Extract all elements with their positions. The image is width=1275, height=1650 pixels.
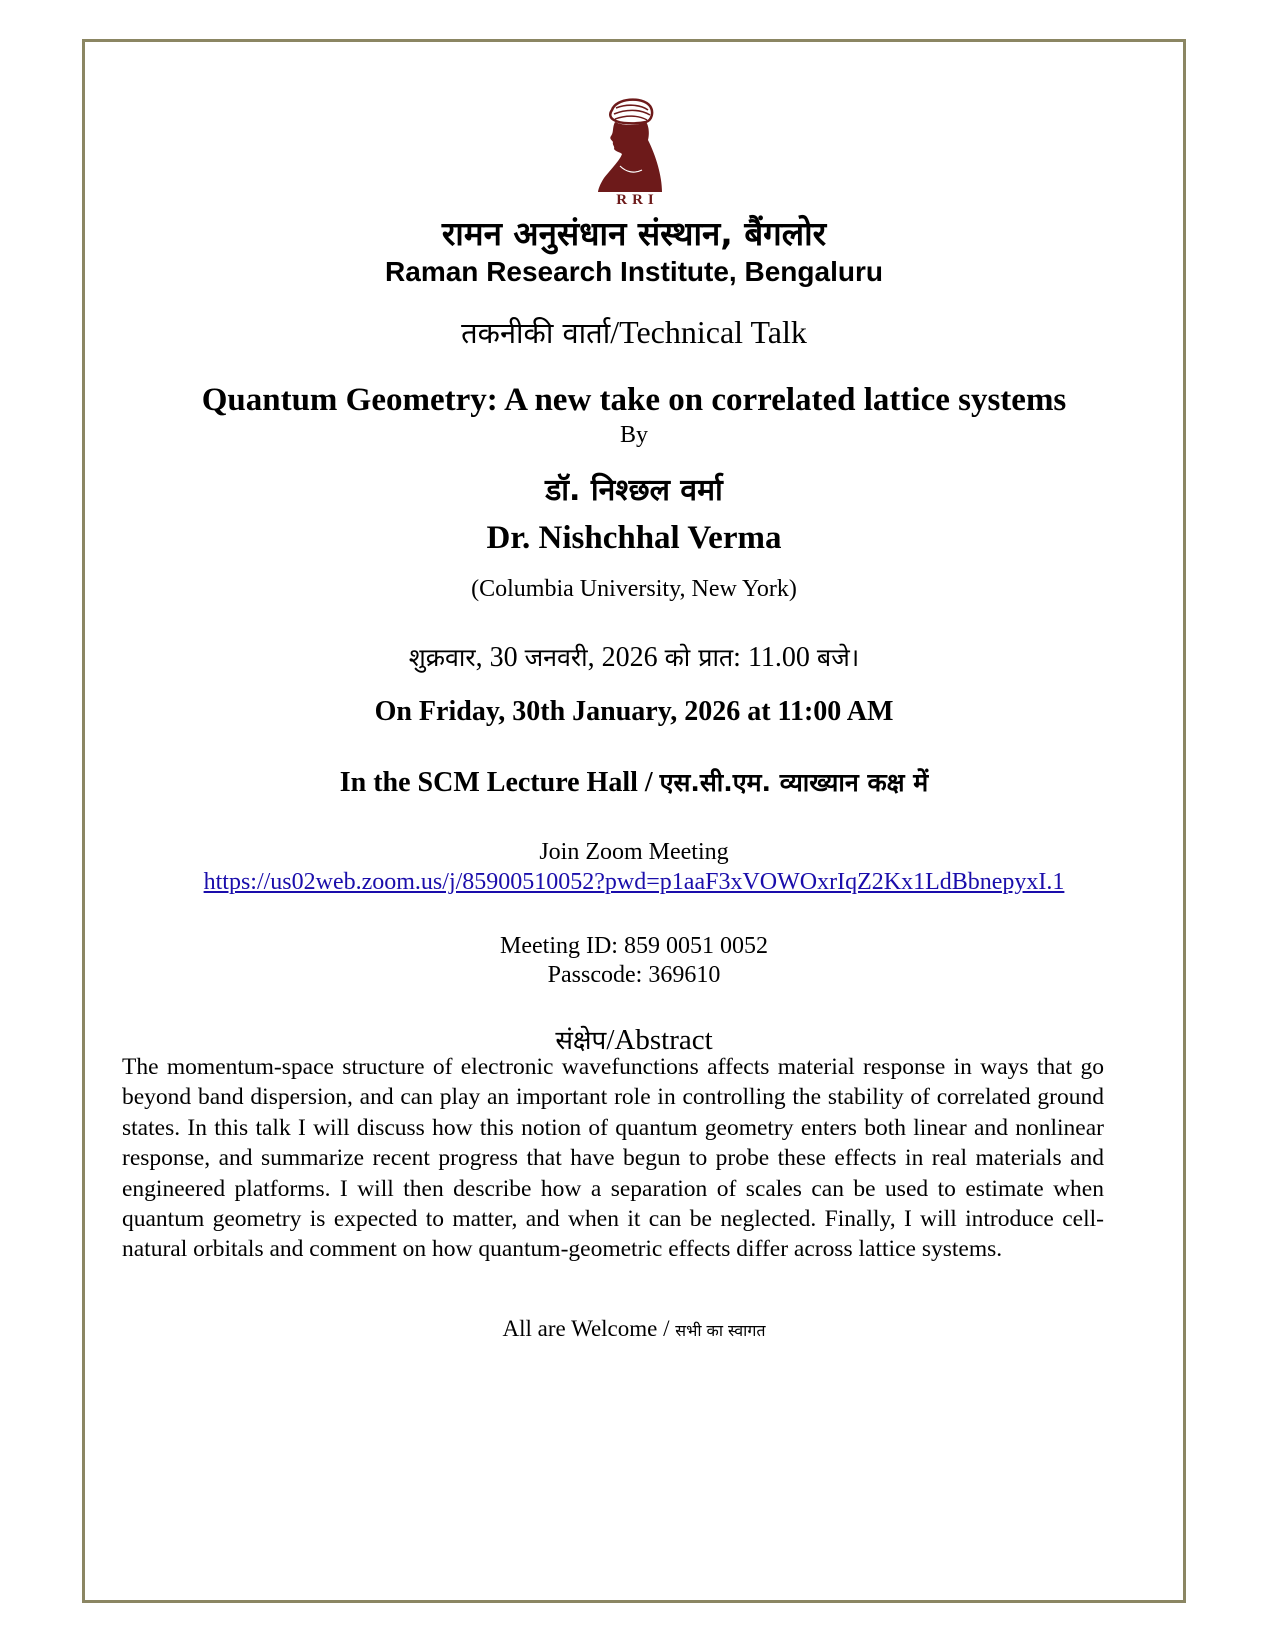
talk-title: Quantum Geometry: A new take on correlated lattice systems (201, 382, 1067, 418)
speaker-name-hindi: डॉ. निश्छल वर्मा (545, 473, 723, 508)
date-hindi-num1: , 30 (475, 642, 525, 673)
date-hindi-morning: को प्रात (664, 643, 734, 672)
welcome-hindi: सभी का स्वागत (675, 1321, 766, 1340)
passcode: Passcode: 369610 (547, 962, 721, 988)
date-hindi-oclock: बजे। (816, 643, 860, 672)
date-hindi-month: जनवरी (524, 643, 588, 672)
date-hindi-num2: , 2026 (587, 642, 665, 673)
speaker-affiliation: (Columbia University, New York) (471, 576, 797, 602)
abstract-text: The momentum-space structure of electronic wavefunctions affects material response in ways that go beyond band dispersion, and can play an important role in controlling the stability of correlated ground states. In this talk I will discuss how this notion of quantum geometry enters both linear and nonlinear response, and summarize recent progress that have begun to probe these effects in real materials and engineered platforms. I will then describe how a separation of scales can be used to estimate when quantum geometry is expected to matter, and when it can be neglected. Finally, I will introduce cell-natural orbitals and comment on how quantum-geometric effects differ across lattice systems. (122, 1054, 1104, 1263)
talk-type (82, 313, 1186, 352)
speaker-name-english: Dr. Nishchhal Verma (486, 520, 782, 556)
by-label: By (619, 422, 648, 448)
talk-type-hindi: तकनीकी वार्ता (461, 316, 611, 350)
venue (82, 765, 1186, 799)
logo-text: RRI (616, 192, 659, 208)
date-english: On Friday, 30th January, 2026 at 11:00 AM (374, 696, 894, 727)
abstract-heading-hindi: संक्षेप (555, 1026, 607, 1056)
welcome-note (82, 1316, 1186, 1342)
venue-hindi: एस.सी.एम. व्याख्यान कक्ष में (659, 768, 929, 797)
talk-type-english: Technical Talk (619, 314, 807, 350)
talk-type-separator: / (610, 314, 620, 350)
institute-name-english: Raman Research Institute, Bengaluru (385, 256, 883, 287)
abstract-heading-english: Abstract (614, 1024, 713, 1056)
date-hindi (82, 640, 1186, 674)
date-hindi-day: शुक्रवार (408, 643, 476, 672)
welcome-english: All are Welcome / (502, 1316, 676, 1341)
meeting-id: Meeting ID: 859 0051 0052 (500, 933, 768, 959)
zoom-link[interactable]: https://us02web.zoom.us/j/85900510052?pwd=p1aaF3xVOWOxrIqZ2Kx1LdBbnepyxI.1 (203, 869, 1065, 895)
institute-name-hindi: रामन अनुसंधान संस्थान, बैंगलोर (441, 214, 827, 253)
zoom-label: Join Zoom Meeting (539, 839, 729, 865)
abstract-heading-separator: / (606, 1024, 615, 1056)
date-hindi-num3: : 11.00 (733, 642, 817, 673)
venue-english: In the SCM Lecture Hall / (339, 767, 660, 798)
